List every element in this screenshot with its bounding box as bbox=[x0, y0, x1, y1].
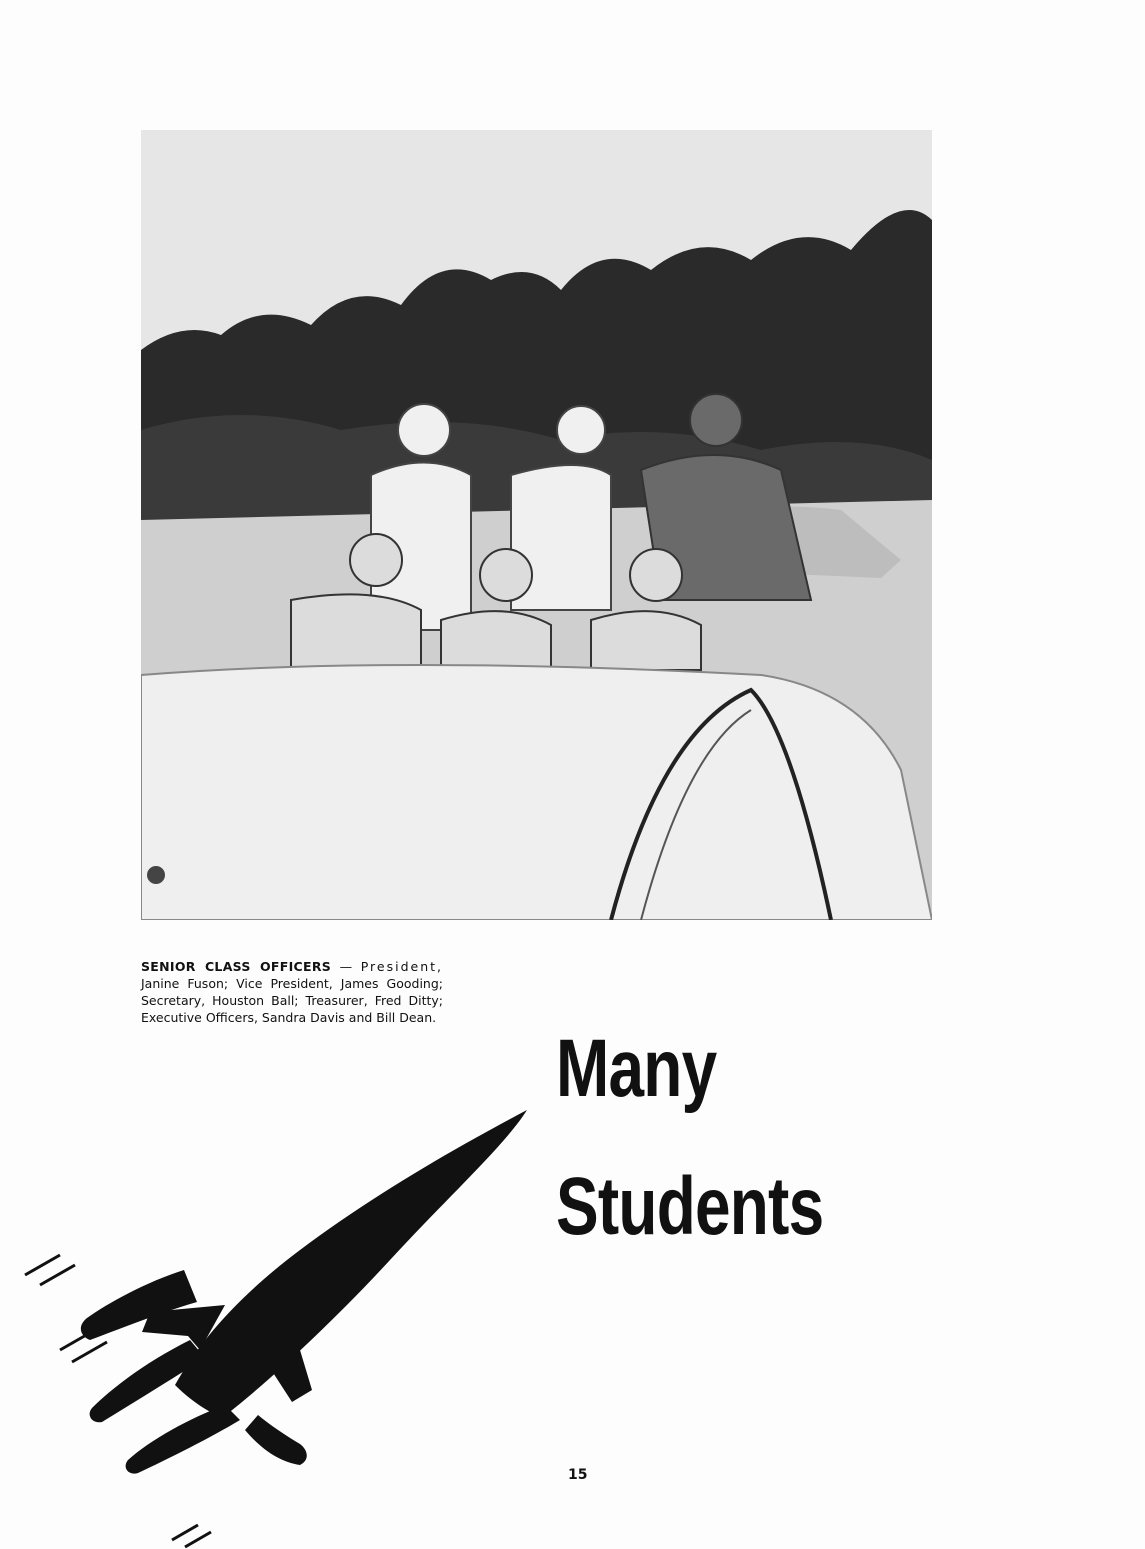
caption-body: Janine Fuson; Vice President, James Gooding; Secretary, Houston Ball; Treasurer, Fred Ditty; Executive Officers, Sandra Davis and Bill Dean. bbox=[141, 976, 443, 1025]
rocket-icon bbox=[0, 1100, 560, 1549]
caption-dash: — bbox=[331, 959, 361, 974]
headline-line-2: Students bbox=[556, 1161, 824, 1252]
caption-lead: SENIOR CLASS OFFICERS bbox=[141, 959, 332, 974]
page-headline bbox=[556, 1000, 823, 1276]
headline-line-1: Many bbox=[556, 1023, 717, 1114]
photo-caption bbox=[141, 958, 443, 1026]
caption-first-word: President, bbox=[360, 959, 443, 974]
page-number: 15 bbox=[568, 1467, 588, 1483]
senior-officers-photo bbox=[141, 130, 932, 920]
